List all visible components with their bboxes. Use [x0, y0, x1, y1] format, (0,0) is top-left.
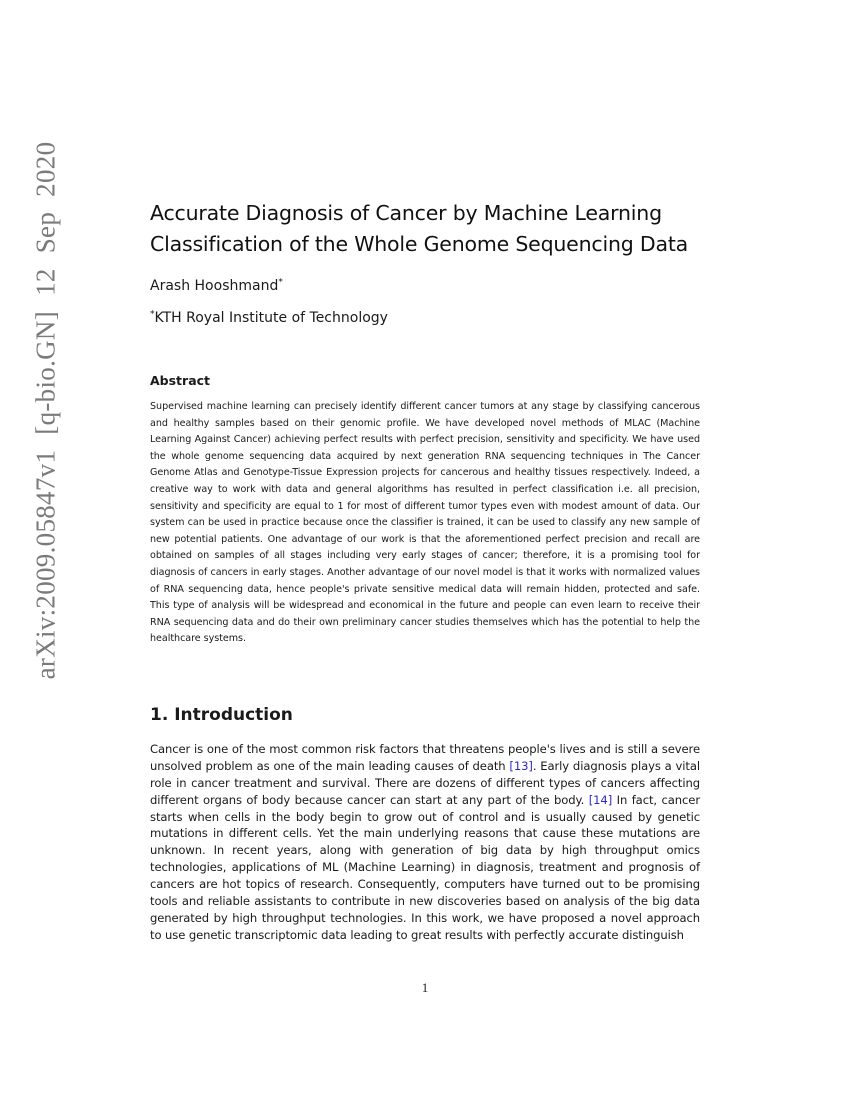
- title-line-2: Classification of the Whole Genome Sequencing Data: [150, 232, 689, 256]
- page-number: 1: [421, 980, 429, 995]
- affiliation-footnote-mark: *: [150, 309, 155, 320]
- abstract-text: Supervised machine learning can precisely identify different cancer tumors at any stage by classifying cancerous and healthy samples based on their genomic profile. We have developed novel methods of MLAC (Machine Learning Against Cancer) achieving perfect results with perfect precision, sensitivity and specificity. We have used the whole genome sequencing data acquired by next generation RNA sequencing techniques in The Cancer Genome Atlas and Genotype-Tissue Expression projects for cancerous and healthy tissues respectively. Indeed, a creative way to work with data and general algorithms has resulted in perfect classification i.e. all precision, sensitivity and specificity are equal to 1 for most of different tumor types even with modest amount of data. Our system can be used in practice because once the classifier is trained, it can be used to classify any new sample of new potential patients. One advantage of our work is that the aforementioned perfect precision and recall are obtained on samples of all stages including very early stages of cancer; therefore, it is a promising tool for diagnosis of cancers in early stages. Another advantage of our novel model is that it works with normalized values of RNA sequencing data, hence people's private sensitive medical data will remain hidden, protected and safe. This type of analysis will be widespread and economical in the future and people can even learn to receive their RNA sequencing data and do their own preliminary cancer studies themselves which has the potential to help the healthcare systems.: [150, 401, 700, 645]
- author: [150, 276, 700, 296]
- citation-link-14[interactable]: [14]: [588, 792, 613, 807]
- paper-title: [150, 198, 700, 260]
- affiliation: [150, 308, 700, 328]
- intro-text-2: . Early diagnosis plays a vital role in cancer treatment and survival. There are dozens of different types of cancers affecting different organs of body because cancer can start at any part of the body.: [150, 758, 700, 807]
- author-footnote-mark: *: [278, 277, 283, 288]
- abstract-heading: Abstract: [150, 373, 211, 388]
- author-name: Arash Hooshmand: [150, 278, 279, 294]
- title-line-1: Accurate Diagnosis of Cancer by Machine Learning: [150, 201, 662, 225]
- introduction-paragraph: [150, 741, 700, 944]
- intro-text-3: In fact, cancer starts when cells in the body begin to grow out of control and is usually caused by genetic mutations in different cells. Yet the main underlying reasons that cause these mutations are unknown. In recent years, along with generation of big data by high throughput omics technologies, applications of ML (Machine Learning) in diagnosis, treatment and prognosis of cancers are hot topics of research. Consequently, computers have turned out to be promising tools and reliable assistants to contribute in new discoveries based on analysis of the big data generated by high throughput technologies. In this work, we have proposed a novel approach to use genetic transcriptomic data leading to great results with perfectly accurate distinguish: [150, 792, 700, 942]
- paper-page: [150, 198, 700, 944]
- arxiv-identifier: arXiv:2009.05847v1 [q-bio.GN] 12 Sep 2020: [30, 141, 61, 679]
- affiliation-name: KTH Royal Institute of Technology: [154, 310, 388, 326]
- citation-link-13[interactable]: [13]: [509, 758, 533, 773]
- section-heading-introduction: 1. Introduction: [150, 704, 293, 725]
- arxiv-stamp: [28, 50, 64, 770]
- intro-text-1: Cancer is one of the most common risk factors that threatens people's lives and is still a severe unsolved problem as one of the main leading causes of death: [150, 741, 700, 773]
